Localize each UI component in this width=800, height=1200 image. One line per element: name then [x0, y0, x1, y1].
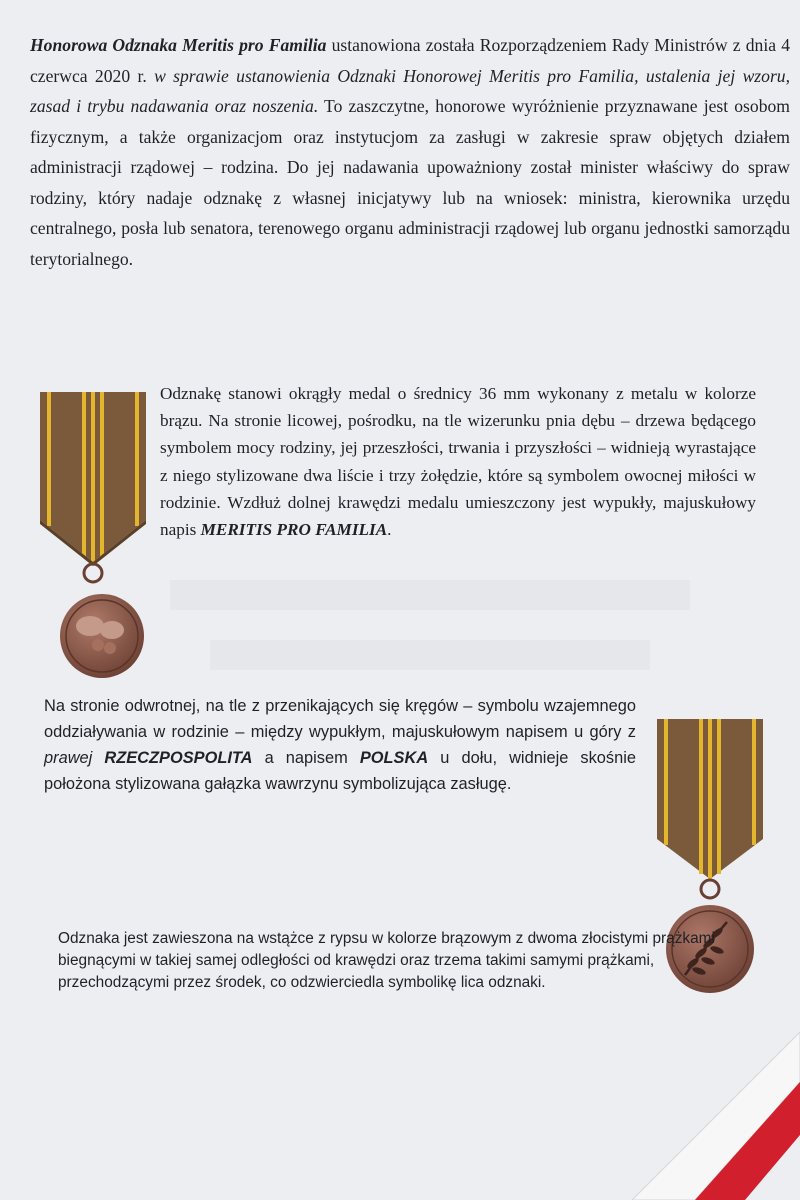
intro-text-1: ustanowiona została Rozporządzeniem Rady Ministrów z dnia 4 czerwca 2020 r. — [30, 35, 790, 86]
obverse-end: . — [387, 520, 392, 540]
intro-paragraph — [30, 30, 790, 274]
intro-text-2: To zaszczytne, honorowe wyróżnienie przyznawane jest osobom fizycznym, a także organizacjom oraz instytucjom za zasługi w zakresie spraw objętych działem administracji rządowej – rodzina. Do jej nadawania upoważniony został minister właściwy do spraw rodziny, który nadaje odznakę z własnej inicjatywy lub na wniosek: ministra, kierownika urzędu centralnego, posła lub senatora, terenowego organu administracji rządowej lub organu jednostki samorządu terytorialnego. — [30, 96, 790, 269]
badge-name: Honorowa Odznaka Meritis pro Familia — [30, 35, 327, 55]
watermark-graphic — [170, 560, 690, 700]
word-prawej: prawej — [44, 749, 93, 767]
regulation-title: w sprawie ustanowienia Odznaki Honorowej Meritis pro Familia, ustalenia jej wzoru, zasad i trybu nadawania oraz noszenia. — [30, 65, 790, 116]
ribbon-description — [58, 928, 758, 994]
obverse-description — [160, 380, 756, 543]
reverse-text-1: Na stronie odwrotnej, na tle z przenikających się kręgów – symbolu wzajemnego oddziaływania w rodzinie – między wypukłym, majuskułowym napisem u góry z — [44, 697, 636, 741]
inscription-polska: POLSKA — [359, 749, 429, 767]
reverse-description — [44, 693, 636, 797]
word-space — [92, 749, 104, 767]
reverse-text-3: u dołu, widnieje skośnie położona stylizowana gałązka wawrzynu symbolizująca zasługę. — [44, 749, 636, 793]
ribbon-text: Odznaka jest zawieszona na wstążce z rypsu w kolorze brązowym z dwoma złocistymi prążkami biegnącymi w takiej samej odległości od krawędzi oraz trzema takimi samymi prążkami, przechodzącymi przez środek, co odzwierciedla symbolikę lica odznaki. — [58, 930, 715, 991]
medal-obverse-image — [38, 390, 148, 690]
flag-ribbon-graphic — [560, 1010, 800, 1200]
obverse-text: Odznakę stanowi okrągły medal o średnicy 36 mm wykonany z metalu w kolorze brązu. Na stronie licowej, pośrodku, na tle wizerunku pnia dębu – drzewa będącego symbolem mocy rodziny, jej przeszłości, trwania i przyszłości – widnieją wyrastające z niego stylizowane dwa liście i trzy żołędzie, które są symbolem owocnej miłości w rodzinie. Wzdłuż dolnej krawędzi medalu umieszczony jest wypukły, majuskułowy napis — [160, 384, 756, 540]
reverse-text-2: a napisem — [252, 749, 360, 767]
inscription-meritis: MERITIS PRO FAMILIA — [200, 520, 388, 540]
inscription-rzeczpospolita: RZECZPOSPOLITA — [104, 749, 253, 767]
